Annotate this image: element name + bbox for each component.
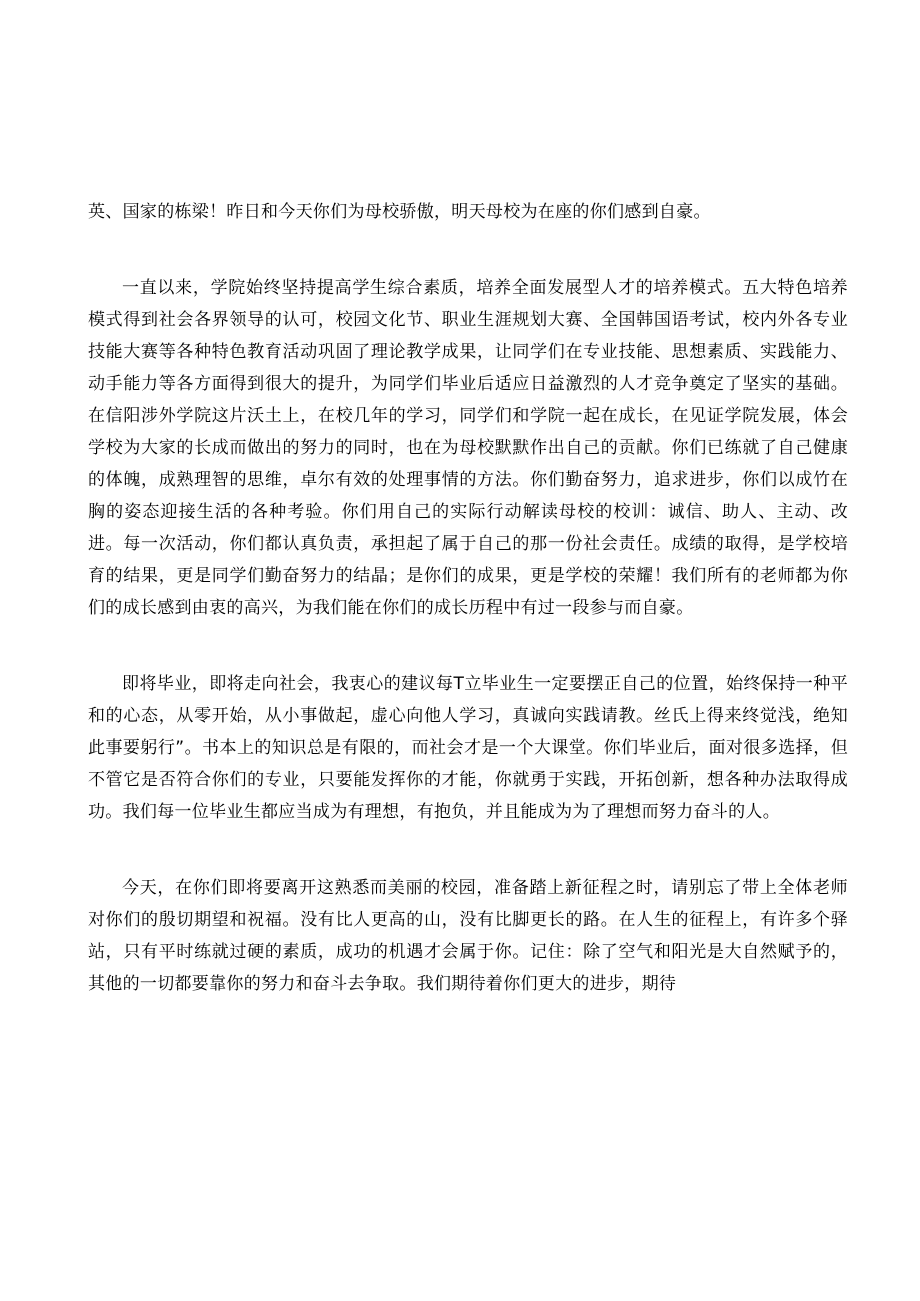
paragraph-continuation: 英、国家的栋梁！昨日和今天你们为母校骄傲，明天母校为在座的你们感到自豪。 bbox=[88, 202, 711, 222]
paragraph-farewell-wishes: 今天，在你们即将要离开这熟悉而美丽的校园，准备踏上新征程之时，请别忘了带上全体老师对你们的殷切期望和祝福。没有比人更高的山，没有比脚更长的路。在人生的征程上，有许多个驿站，只有平时练就过硬的素质，成功的机遇才会属于你。记住：除了空气和阳光是大自然赋予的，其他的一切都要靠你的努力和奋斗去争取。我们期待着你们更大的进步，期待 bbox=[88, 878, 848, 994]
paragraph-graduation-advice: 即将毕业，即将走向社会，我衷心的建议每T立毕业生一定要摆正自己的位置，始终保持一种平和的心态，从零开始，从小事做起，虚心向他人学习，真诚向实践请教。丝氏上得来终觉浅，绝知此事要躬行”。书本上的知识总是有限的，而社会才是一个大课堂。你们毕业后，面对很多选择，但不管它是否符合你们的专业，只要能发挥你的才能，你就勇于实践，开拓创新，想各种办法取得成功。我们每一位毕业生都应当成为有理想，有抱负，并且能成为为了理想而努力奋斗的人。 bbox=[88, 674, 848, 822]
paragraph-school-achievements: 一直以来，学院始终坚持提高学生综合素质，培养全面发展型人才的培养模式。五大特色培养模式得到社会各界领导的认可，校园文化节、职业生涯规划大赛、全国韩国语考试，校内外各专业技能大赛等各种特色教育活动巩固了理论教学成果，让同学们在专业技能、思想素质、实践能力、动手能力等各方面得到很大的提升，为同学们毕业后适应日益激烈的人才竞争奠定了坚实的基础。在信阳涉外学院这片沃土上，在校几年的学习，同学们和学院一起在成长，在见证学院发展，体会学校为大家的长成而做出的努力的同时，也在为母校默默作出自己的贡献。你们已练就了自己健康的体魄，成熟理智的思维，卓尔有效的处理事情的方法。你们勤奋努力，追求进步，你们以成竹在胸的姿态迎接生活的各种考验。你们用自己的实际行动解读母校的校训：诚信、助人、主动、改进。每一次活动，你们都认真负责，承担起了属于自己的那一份社会责任。成绩的取得，是学校培育的结果，更是同学们勤奋努力的结晶；是你们的成果，更是学校的荣耀！我们所有的老师都为你们的成长感到由衷的高兴，为我们能在你们的成长历程中有过一段参与而自豪。 bbox=[88, 278, 848, 618]
document-body bbox=[88, 196, 848, 1000]
